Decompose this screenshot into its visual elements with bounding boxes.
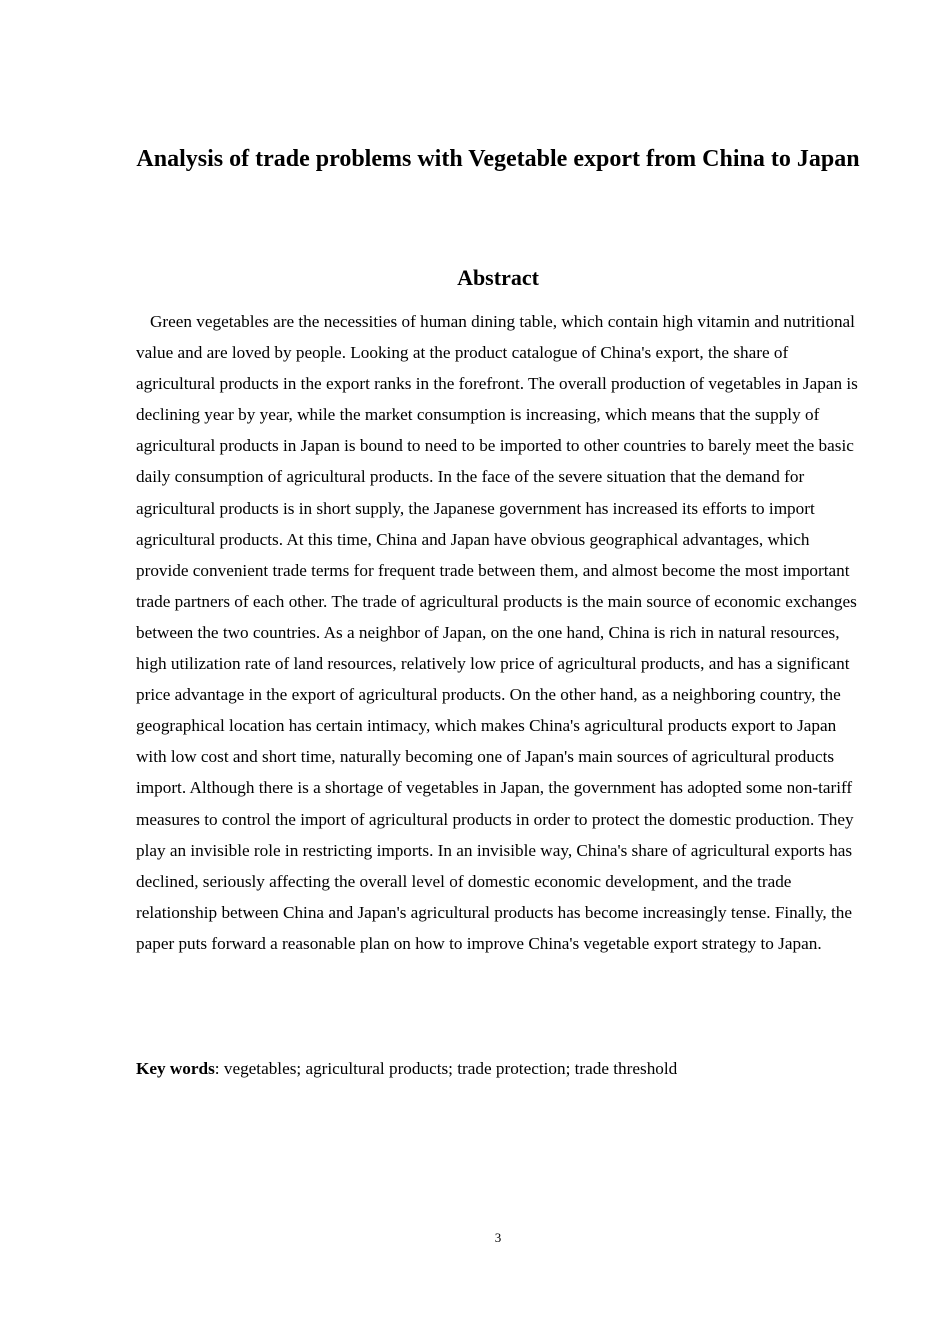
abstract-body: Green vegetables are the necessities of human dining table, which contain high vitamin and nutritional value and are loved by people. Looking at the product catalogue of China's export, the share of agricultural products in the export ranks in the forefront. The overall production of vegetables in Japan is declining year by year, while the market consumption is increasing, which means that the supply of agricultural products in Japan is bound to need to be imported to other countries to barely meet the basic daily consumption of agricultural products. In the face of the severe situation that the demand for agricultural products is in short supply, the Japanese government has increased its efforts to import agricultural products. At this time, China and Japan have obvious geographical advantages, which provide convenient trade terms for frequent trade between them, and almost become the most important trade partners of each other. The trade of agricultural products is the main source of economic exchanges between the two countries. As a neighbor of Japan, on the one hand, China is rich in natural resources, high utilization rate of land resources, relatively low price of agricultural products, and has a significant price advantage in the export of agricultural products. On the other hand, as a neighboring country, the geographical location has certain intimacy, which makes China's agricultural products export to Japan with low cost and short time, naturally becoming one of Japan's main sources of agricultural products import. Although there is a shortage of vegetables in Japan, the government has adopted some non-tariff measures to control the import of agricultural products in order to protect the domestic production. They play an invisible role in restricting imports. In an invisible way, China's share of agricultural exports has declined, seriously affecting the overall level of domestic economic development, and the trade relationship between China and Japan's agricultural products has become increasingly tense. Finally, the paper puts forward a reasonable plan on how to improve China's vegetable export strategy to Japan.: [136, 312, 858, 953]
keywords-label: Key words: [136, 1059, 215, 1078]
keywords-line: [136, 1053, 860, 1084]
document-title: Analysis of trade problems with Vegetable export from China to Japan: [136, 146, 860, 172]
page-number: 3: [494, 1230, 502, 1245]
abstract-heading: Abstract: [457, 265, 539, 290]
keywords-list: : vegetables; agricultural products; trade protection; trade threshold: [214, 1059, 678, 1078]
